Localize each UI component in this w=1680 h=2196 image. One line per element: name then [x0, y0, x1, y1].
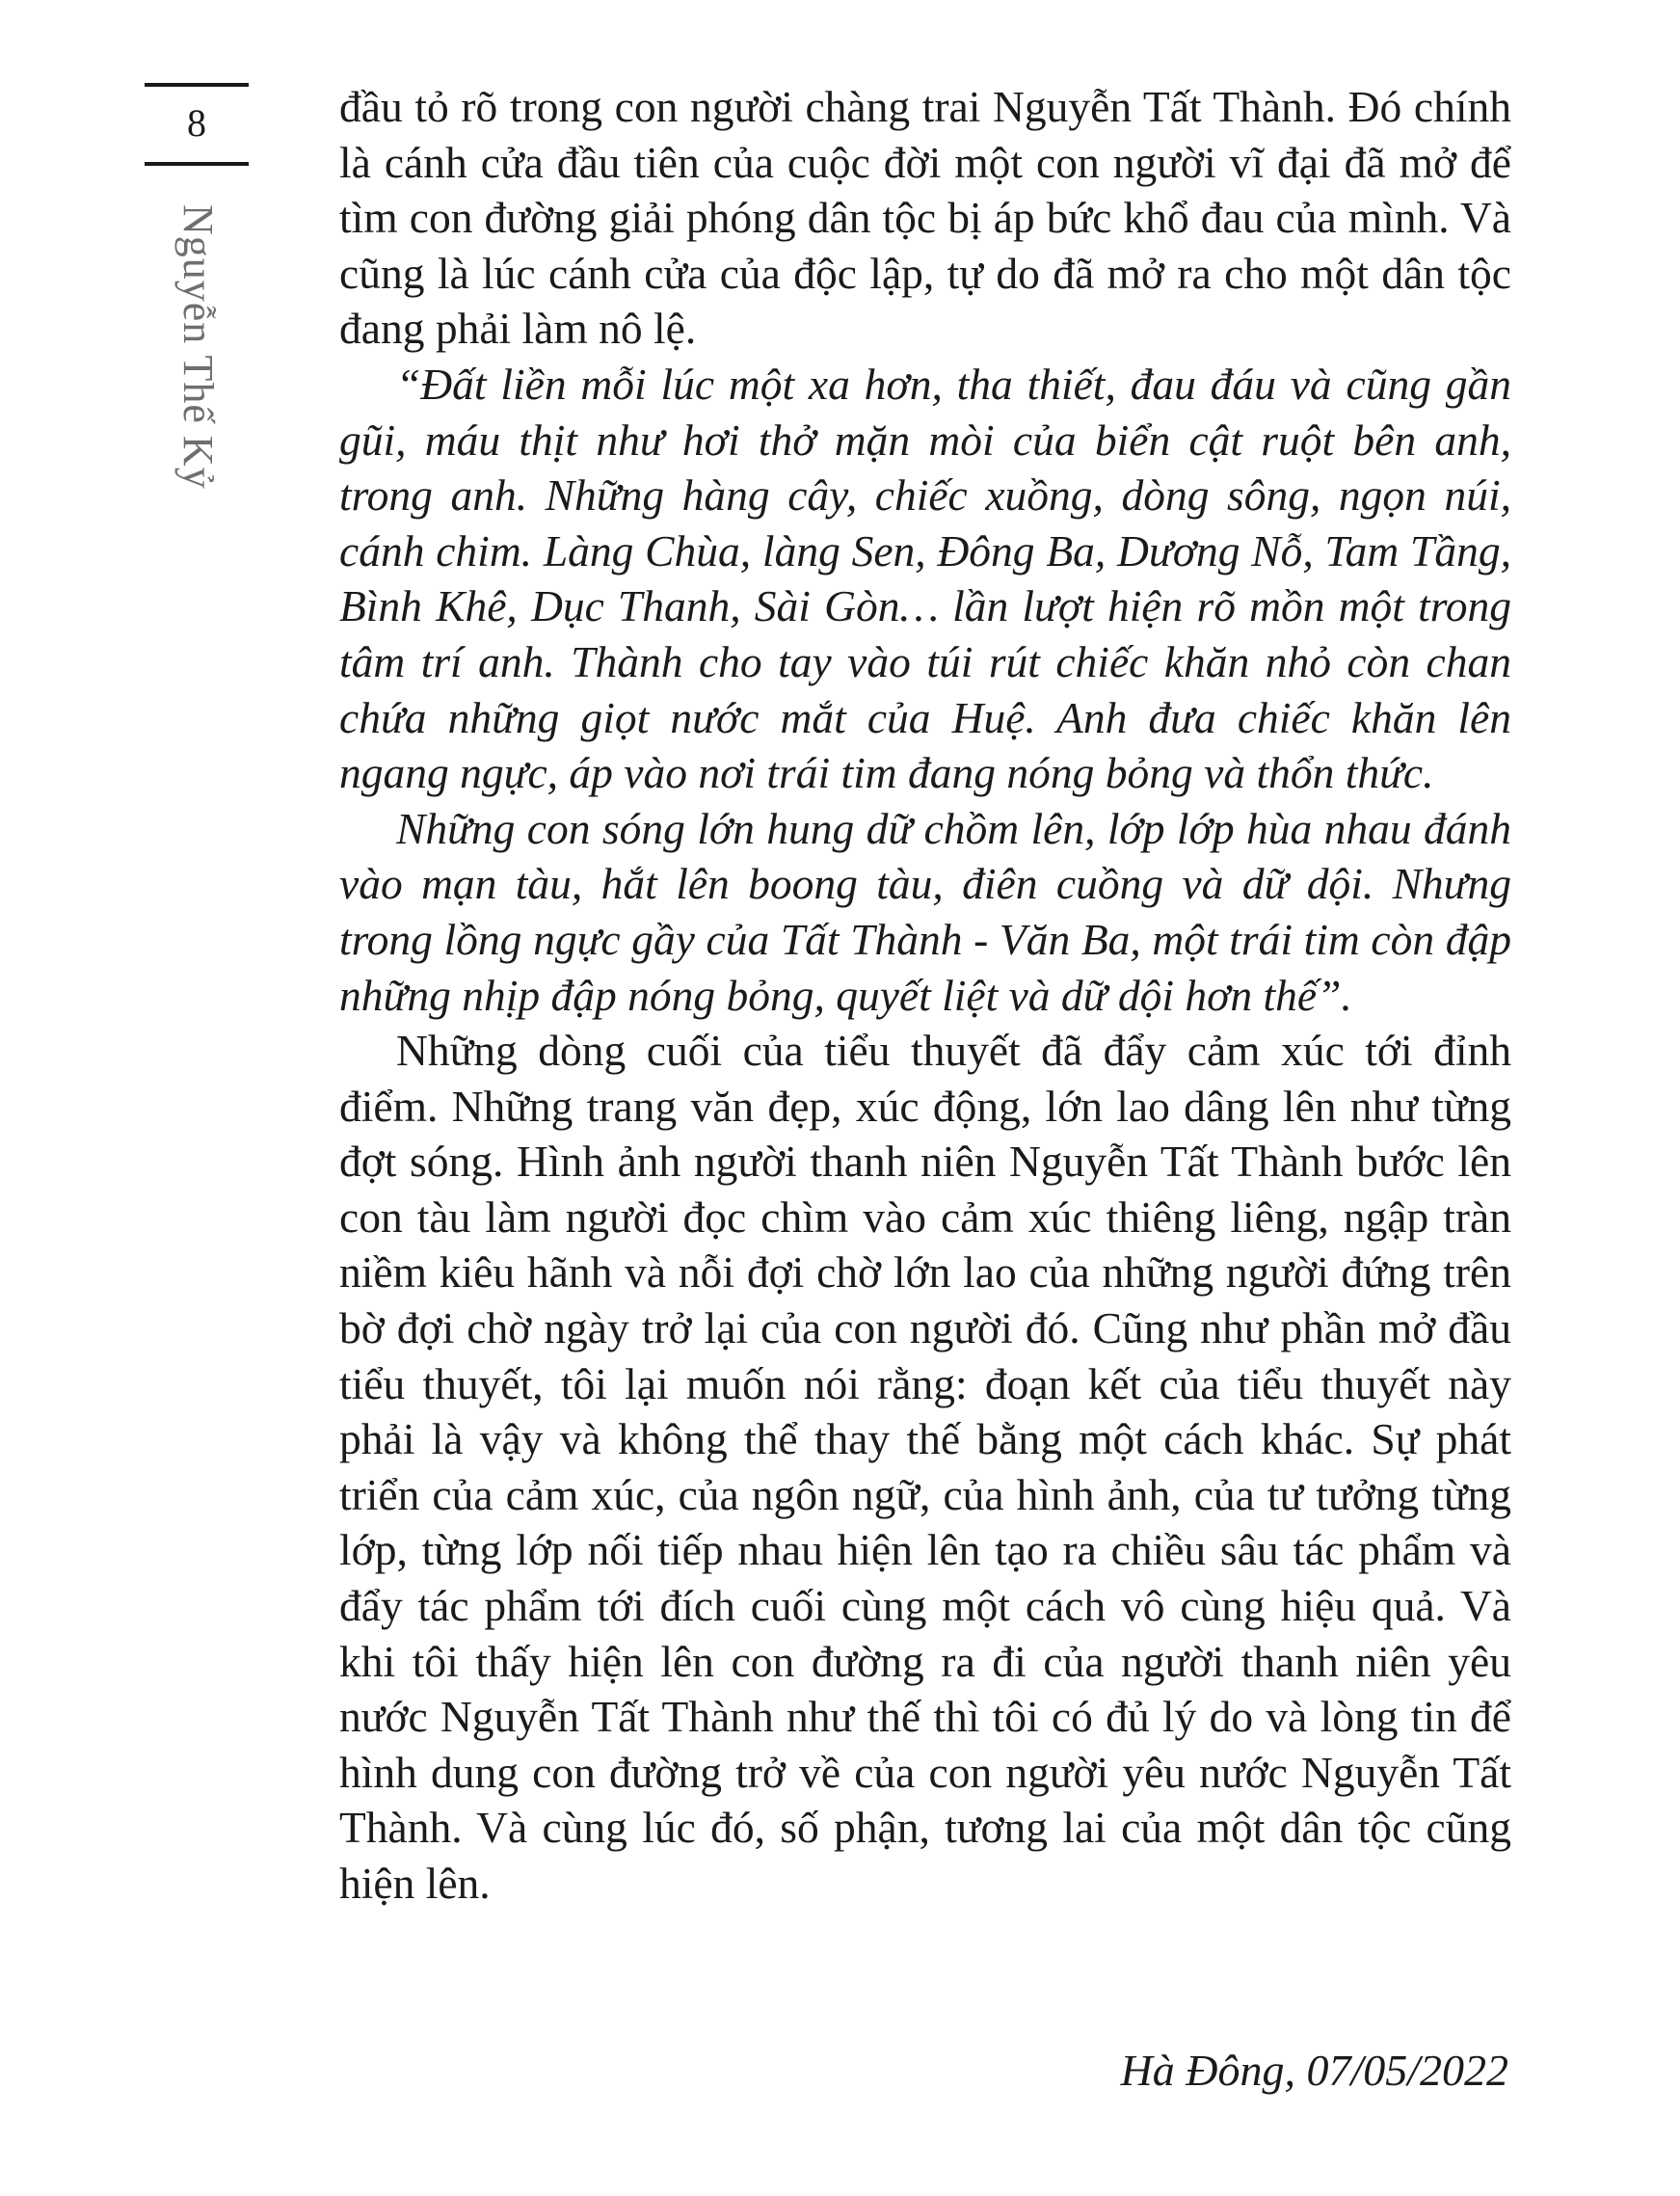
page-number: 8	[187, 101, 206, 145]
page-number-top-rule	[145, 83, 249, 87]
quote-paragraph-2: Những con sóng lớn hung dữ chồm lên, lớp lớp hùa nhau đánh vào mạn tàu, hắt lên boong tàu, điên cuồng và dữ dội. Nhưng trong lồng ngực gầy của Tất Thành - Văn Ba, một trái tim còn đập những nhịp đập nóng bỏng, quyết liệt và dữ dội hơn thế”.	[339, 803, 1511, 1020]
running-author: Nguyễn Thế Kỷ	[174, 204, 222, 490]
body-text	[339, 79, 1511, 1912]
place-date-signature: Hà Đông, 07/05/2022	[1120, 2046, 1508, 2095]
paragraph-1: đầu tỏ rõ trong con người chàng trai Nguyễn Tất Thành. Đó chính là cánh cửa đầu tiên của cuộc đời một con người vĩ đại đã mở để tìm con đường giải phóng dân tộc bị áp bức khổ đau của mình. Và cũng là lúc cánh cửa của độc lập, tự do đã mở ra cho một dân tộc đang phải làm nô lệ.	[339, 82, 1511, 354]
paragraph-4: Những dòng cuối của tiểu thuyết đã đẩy cảm xúc tới đỉnh điểm. Những trang văn đẹp, xúc động, lớn lao dâng lên như từng đợt sóng. Hình ảnh người thanh niên Nguyễn Tất Thành bước lên con tàu làm người đọc chìm vào cảm xúc thiêng liêng, ngập tràn niềm kiêu hãnh và nỗi đợi chờ lớn lao của những người đứng trên bờ đợi chờ ngày trở lại của con người đó. Cũng như phần mở đầu tiểu thuyết, tôi lại muốn nói rằng: đoạn kết của tiểu thuyết này phải là vậy và không thể thay thế bằng một cách khác. Sự phát triển của cảm xúc, của ngôn ngữ, của hình ảnh, của tư tưởng từng lớp, từng lớp nối tiếp nhau hiện lên tạo ra chiều sâu tác phẩm và đẩy tác phẩm tới đích cuối cùng một cách vô cùng hiệu quả. Và khi tôi thấy hiện lên con đường ra đi của người thanh niên yêu nước Nguyễn Tất Thành như thế thì tôi có đủ lý do và lòng tin để hình dung con đường trở về của con người yêu nước Nguyễn Tất Thành. Và cùng lúc đó, số phận, tương lai của một dân tộc cũng hiện lên.	[339, 1026, 1511, 1908]
page-number-bottom-rule	[145, 162, 249, 166]
quote-paragraph-1: “Đất liền mỗi lúc một xa hơn, tha thiết, đau đáu và cũng gần gũi, máu thịt như hơi thở mặn mòi của biển cật ruột bên anh, trong anh. Những hàng cây, chiếc xuồng, dòng sông, ngọn núi, cánh chim. Làng Chùa, làng Sen, Đông Ba, Dương Nỗ, Tam Tầng, Bình Khê, Dục Thanh, Sài Gòn… lần lượt hiện rõ mồn một trong tâm trí anh. Thành cho tay vào túi rút chiếc khăn nhỏ còn chan chứa những giọt nước mắt của Huệ. Anh đưa chiếc khăn lên ngang ngực, áp vào nơi trái tim đang nóng bỏng và thổn thức.	[339, 359, 1511, 798]
